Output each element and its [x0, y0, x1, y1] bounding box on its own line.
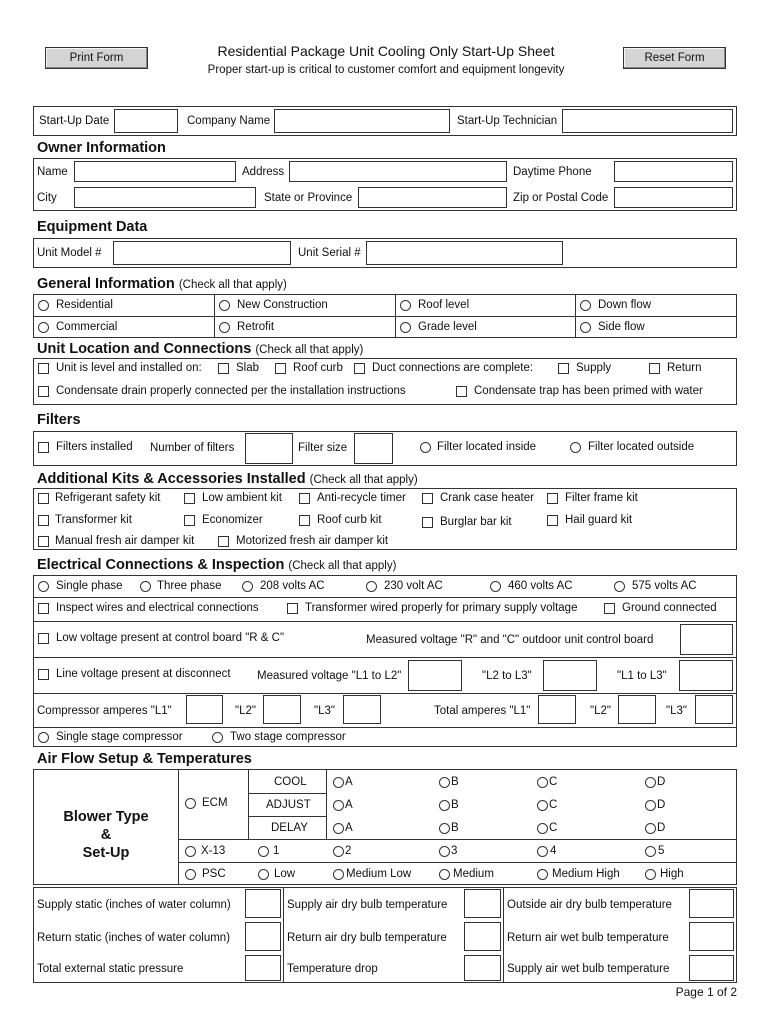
zip-field[interactable]	[614, 187, 733, 208]
blower-label-line1: Blower Type	[63, 809, 149, 825]
checkbox-hail-guard-kit[interactable]	[547, 515, 558, 526]
label-filter-inside: Filter located inside	[437, 441, 537, 453]
label-slab: Slab	[236, 362, 260, 374]
location-note: (Check all that apply)	[255, 344, 364, 356]
radio-speed-medium[interactable]	[439, 869, 450, 880]
label-unit-level: Unit is level and installed on:	[56, 362, 202, 374]
company-name-field[interactable]	[274, 109, 450, 133]
label-single-stage: Single stage compressor	[56, 731, 183, 743]
label-motorized-damper-kit: Motorized fresh air damper kit	[236, 535, 389, 547]
label-number-of-filters: Number of filters	[150, 442, 235, 454]
checkbox-condensate-trap[interactable]	[456, 386, 467, 397]
label-ground-connected: Ground connected	[622, 602, 717, 614]
label-tap-5: 5	[658, 845, 665, 857]
radio-speed-medium-low[interactable]	[333, 869, 344, 880]
label-575-volts: 575 volts AC	[632, 580, 697, 592]
checkbox-ground-connected[interactable]	[604, 603, 615, 614]
owner-name-label: Name	[37, 166, 68, 178]
blower-type-label	[34, 808, 178, 862]
label-two-stage: Two stage compressor	[230, 731, 346, 743]
label-cool-c: C	[549, 776, 558, 788]
label-measured-l1-l2: Measured voltage "L1 to L2"	[257, 670, 402, 682]
phone-field[interactable]	[614, 161, 733, 182]
label-down-flow: Down flow	[598, 299, 652, 311]
reset-form-button[interactable]: Reset Form	[623, 47, 726, 69]
label-hail-guard-kit: Hail guard kit	[565, 514, 633, 526]
label-condensate-trap: Condensate trap has been primed with water	[474, 385, 703, 397]
location-heading-text: Unit Location and Connections	[37, 341, 252, 357]
label-230-volts: 230 volt AC	[384, 580, 443, 592]
label-total-l3: "L3"	[666, 705, 687, 717]
label-speed-medium: Medium	[453, 868, 494, 880]
checkbox-burglar-bar-kit[interactable]	[422, 517, 433, 528]
label-return-wet-bulb: Return air wet bulb temperature	[507, 932, 669, 944]
startup-date-label: Start-Up Date	[39, 115, 110, 127]
kits-heading	[37, 470, 418, 489]
label-cool-d: D	[657, 776, 666, 788]
label-low-ambient-kit: Low ambient kit	[202, 492, 282, 504]
zip-label: Zip or Postal Code	[513, 192, 609, 204]
radio-retrofit[interactable]	[219, 322, 230, 333]
label-return-dry-bulb: Return air dry bulb temperature	[287, 932, 447, 944]
label-l2-l3: "L2 to L3"	[482, 670, 532, 682]
label-side-flow: Side flow	[598, 321, 645, 333]
radio-tap-1[interactable]	[258, 846, 269, 857]
checkbox-line-voltage[interactable]	[38, 669, 49, 680]
checkbox-transformer-wired[interactable]	[287, 603, 298, 614]
blower-label-line2: &	[100, 827, 112, 843]
serial-label: Unit Serial #	[298, 247, 361, 259]
company-name-label: Company Name	[187, 115, 271, 127]
checkbox-motorized-damper-kit[interactable]	[218, 536, 229, 547]
checkbox-duct[interactable]	[354, 363, 365, 374]
label-adjust-b: B	[451, 799, 459, 811]
label-condensate-drain: Condensate drain properly connected per the installation instructions	[56, 385, 406, 397]
label-residential: Residential	[56, 299, 113, 311]
label-tap-3: 3	[451, 845, 458, 857]
checkbox-low-ambient-kit[interactable]	[184, 493, 195, 504]
filter-size-field[interactable]	[354, 433, 393, 464]
label-speed-low: Low	[274, 868, 296, 880]
total-static-field[interactable]	[245, 955, 281, 981]
label-transformer-wired: Transformer wired properly for primary supply voltage	[305, 602, 578, 614]
label-speed-medium-low: Medium Low	[346, 868, 412, 880]
radio-230-volts[interactable]	[366, 581, 377, 592]
label-refrigerant-safety-kit: Refrigerant safety kit	[55, 492, 161, 504]
page-title: Residential Package Unit Cooling Only Start-Up Sheet	[217, 43, 555, 59]
label-psc: PSC	[202, 868, 226, 880]
general-note: (Check all that apply)	[178, 279, 287, 291]
startup-date-field[interactable]	[114, 109, 178, 133]
comp-amps-l1-field[interactable]	[186, 695, 223, 724]
label-outside-dry-bulb: Outside air dry bulb temperature	[507, 899, 672, 911]
label-return: Return	[667, 362, 702, 374]
label-measured-rc: Measured voltage "R" and "C" outdoor unit control board	[366, 634, 654, 646]
radio-adjust-b[interactable]	[439, 800, 450, 811]
page-subtitle: Proper start-up is critical to customer comfort and equipment longevity	[207, 64, 565, 76]
radio-commercial[interactable]	[38, 322, 49, 333]
measured-rc-field[interactable]	[680, 624, 733, 655]
label-delay: DELAY	[271, 822, 308, 834]
return-static-field[interactable]	[245, 922, 281, 951]
radio-cool-a[interactable]	[333, 777, 344, 788]
supply-static-field[interactable]	[245, 889, 281, 918]
outside-dry-bulb-field[interactable]	[689, 889, 734, 918]
radio-grade-level[interactable]	[400, 322, 411, 333]
checkbox-supply[interactable]	[558, 363, 569, 374]
general-heading	[37, 275, 287, 294]
equipment-heading: Equipment Data	[37, 219, 148, 235]
radio-filter-inside[interactable]	[420, 442, 431, 453]
label-delay-a: A	[345, 822, 353, 834]
l1-l2-field[interactable]	[408, 660, 462, 691]
print-form-button[interactable]: Print Form	[45, 47, 148, 69]
radio-residential[interactable]	[38, 300, 49, 311]
comp-amps-l2-field[interactable]	[263, 695, 301, 724]
checkbox-manual-damper-kit[interactable]	[38, 536, 49, 547]
label-line-voltage: Line voltage present at disconnect	[56, 668, 231, 680]
radio-three-phase[interactable]	[140, 581, 151, 592]
checkbox-economizer[interactable]	[184, 515, 195, 526]
kits-heading-text: Additional Kits & Accessories Installed	[37, 471, 306, 487]
label-208-volts: 208 volts AC	[260, 580, 325, 592]
label-low-voltage: Low voltage present at control board "R & C"	[56, 632, 285, 644]
filters-heading: Filters	[37, 412, 81, 428]
label-duct: Duct connections are complete:	[372, 362, 534, 374]
return-dry-bulb-field[interactable]	[464, 922, 501, 951]
l2-l3-field[interactable]	[543, 660, 597, 691]
address-field[interactable]	[289, 161, 507, 182]
radio-tap-4[interactable]	[537, 846, 548, 857]
radio-speed-medium-high[interactable]	[537, 869, 548, 880]
radio-ecm[interactable]	[185, 798, 196, 809]
model-label: Unit Model #	[37, 247, 102, 259]
phone-label: Daytime Phone	[513, 166, 592, 178]
electrical-heading-text: Electrical Connections & Inspection	[37, 557, 285, 573]
radio-adjust-a[interactable]	[333, 800, 344, 811]
airflow-heading: Air Flow Setup & Temperatures	[37, 751, 252, 767]
radio-x13[interactable]	[185, 846, 196, 857]
label-supply: Supply	[576, 362, 612, 374]
checkbox-return[interactable]	[649, 363, 660, 374]
checkbox-inspect-wires[interactable]	[38, 603, 49, 614]
label-adjust-d: D	[657, 799, 666, 811]
checkbox-roof-curb[interactable]	[275, 363, 286, 374]
label-delay-b: B	[451, 822, 459, 834]
label-speed-high: High	[660, 868, 684, 880]
label-adjust-a: A	[345, 799, 353, 811]
label-roof-curb-kit: Roof curb kit	[317, 514, 382, 526]
label-anti-recycle-timer: Anti-recycle timer	[317, 492, 406, 504]
technician-field[interactable]	[562, 109, 733, 133]
radio-adjust-d[interactable]	[645, 800, 656, 811]
label-adjust-c: C	[549, 799, 558, 811]
supply-wet-bulb-field[interactable]	[689, 955, 734, 981]
label-speed-medium-high: Medium High	[552, 868, 620, 880]
comp-amps-l3-field[interactable]	[343, 695, 381, 724]
electrical-note: (Check all that apply)	[288, 560, 397, 572]
radio-side-flow[interactable]	[580, 322, 591, 333]
label-comp-l2: "L2"	[235, 705, 256, 717]
label-filter-size: Filter size	[298, 442, 348, 454]
checkbox-crank-case-heater[interactable]	[422, 493, 433, 504]
label-single-phase: Single phase	[56, 580, 123, 592]
label-compressor-amps: Compressor amperes "L1"	[37, 705, 172, 717]
label-total-l2: "L2"	[590, 705, 611, 717]
label-delay-c: C	[549, 822, 558, 834]
radio-adjust-c[interactable]	[537, 800, 548, 811]
checkbox-transformer-kit[interactable]	[38, 515, 49, 526]
radio-460-volts[interactable]	[490, 581, 501, 592]
radio-cool-d[interactable]	[645, 777, 656, 788]
label-tap-4: 4	[550, 845, 557, 857]
technician-label: Start-Up Technician	[457, 115, 558, 127]
radio-two-stage[interactable]	[212, 732, 223, 743]
radio-psc[interactable]	[185, 869, 196, 880]
state-label: State or Province	[264, 192, 353, 204]
radio-new-construction[interactable]	[219, 300, 230, 311]
label-economizer: Economizer	[202, 514, 263, 526]
owner-heading: Owner Information	[37, 140, 166, 156]
radio-delay-d[interactable]	[645, 823, 656, 834]
model-field[interactable]	[113, 241, 291, 265]
checkbox-anti-recycle-timer[interactable]	[299, 493, 310, 504]
label-adjust: ADJUST	[266, 799, 311, 811]
number-of-filters-field[interactable]	[245, 433, 293, 464]
supply-dry-bulb-field[interactable]	[464, 889, 501, 918]
checkbox-roof-curb-kit[interactable]	[299, 515, 310, 526]
label-burglar-bar-kit: Burglar bar kit	[440, 516, 512, 528]
total-amps-l3-field[interactable]	[695, 695, 733, 724]
l1-l3-field[interactable]	[679, 660, 733, 691]
label-comp-l3: "L3"	[314, 705, 335, 717]
return-wet-bulb-field[interactable]	[689, 922, 734, 951]
label-total-static: Total external static pressure	[37, 963, 184, 975]
radio-speed-low[interactable]	[258, 869, 269, 880]
blower-label-line3: Set-Up	[82, 845, 130, 861]
checkbox-filters-installed[interactable]	[38, 442, 49, 453]
checkbox-unit-level[interactable]	[38, 363, 49, 374]
label-manual-damper-kit: Manual fresh air damper kit	[55, 535, 195, 547]
radio-tap-3[interactable]	[439, 846, 450, 857]
radio-single-stage[interactable]	[38, 732, 49, 743]
label-commercial: Commercial	[56, 321, 118, 333]
checkbox-filter-frame-kit[interactable]	[547, 493, 558, 504]
label-cool: COOL	[274, 776, 307, 788]
label-new-construction: New Construction	[237, 299, 328, 311]
label-filter-outside: Filter located outside	[588, 441, 695, 453]
total-amps-l1-field[interactable]	[538, 695, 576, 724]
label-three-phase: Three phase	[157, 580, 222, 592]
label-supply-dry-bulb: Supply air dry bulb temperature	[287, 899, 448, 911]
label-tap-1: 1	[273, 845, 280, 857]
checkbox-refrigerant-safety-kit[interactable]	[38, 493, 49, 504]
label-retrofit: Retrofit	[237, 321, 275, 333]
radio-delay-a[interactable]	[333, 823, 344, 834]
serial-field[interactable]	[366, 241, 563, 265]
label-roof-level: Roof level	[418, 299, 470, 311]
label-roof-curb: Roof curb	[293, 362, 343, 374]
checkbox-slab[interactable]	[218, 363, 229, 374]
owner-name-field[interactable]	[74, 161, 236, 182]
label-grade-level: Grade level	[418, 321, 477, 333]
label-x13: X-13	[201, 845, 226, 857]
city-label: City	[37, 192, 57, 204]
electrical-heading	[37, 556, 396, 575]
radio-575-volts[interactable]	[614, 581, 625, 592]
label-return-static: Return static (inches of water column)	[37, 932, 231, 944]
temp-drop-field[interactable]	[464, 955, 501, 981]
radio-single-phase[interactable]	[38, 581, 49, 592]
general-heading-text: General Information	[37, 276, 175, 292]
radio-filter-outside[interactable]	[570, 442, 581, 453]
label-460-volts: 460 volts AC	[508, 580, 573, 592]
radio-cool-c[interactable]	[537, 777, 548, 788]
label-total-amps: Total amperes "L1"	[434, 705, 531, 717]
radio-cool-b[interactable]	[439, 777, 450, 788]
radio-tap-2[interactable]	[333, 846, 344, 857]
radio-down-flow[interactable]	[580, 300, 591, 311]
label-supply-wet-bulb: Supply air wet bulb temperature	[507, 963, 670, 975]
label-temp-drop: Temperature drop	[287, 963, 378, 975]
checkbox-condensate-drain[interactable]	[38, 386, 49, 397]
radio-speed-high[interactable]	[645, 869, 656, 880]
address-label: Address	[242, 166, 285, 178]
checkbox-low-voltage[interactable]	[38, 633, 49, 644]
label-delay-d: D	[657, 822, 666, 834]
label-tap-2: 2	[345, 845, 352, 857]
radio-delay-c[interactable]	[537, 823, 548, 834]
label-cool-b: B	[451, 776, 459, 788]
label-transformer-kit: Transformer kit	[55, 514, 132, 526]
label-ecm: ECM	[202, 797, 228, 809]
state-field[interactable]	[358, 187, 507, 208]
label-l1-l3: "L1 to L3"	[617, 670, 667, 682]
total-amps-l2-field[interactable]	[618, 695, 656, 724]
radio-208-volts[interactable]	[242, 581, 253, 592]
label-crank-case-heater: Crank case heater	[440, 492, 534, 504]
label-filters-installed: Filters installed	[56, 441, 133, 453]
radio-tap-5[interactable]	[645, 846, 656, 857]
label-filter-frame-kit: Filter frame kit	[565, 492, 638, 504]
kits-note: (Check all that apply)	[309, 474, 418, 486]
label-supply-static: Supply static (inches of water column)	[37, 899, 231, 911]
location-heading	[37, 340, 363, 359]
page-number: Page 1 of 2	[675, 985, 737, 999]
label-inspect-wires: Inspect wires and electrical connections	[56, 602, 259, 614]
radio-roof-level[interactable]	[400, 300, 411, 311]
radio-delay-b[interactable]	[439, 823, 450, 834]
city-field[interactable]	[74, 187, 256, 208]
label-cool-a: A	[345, 776, 353, 788]
